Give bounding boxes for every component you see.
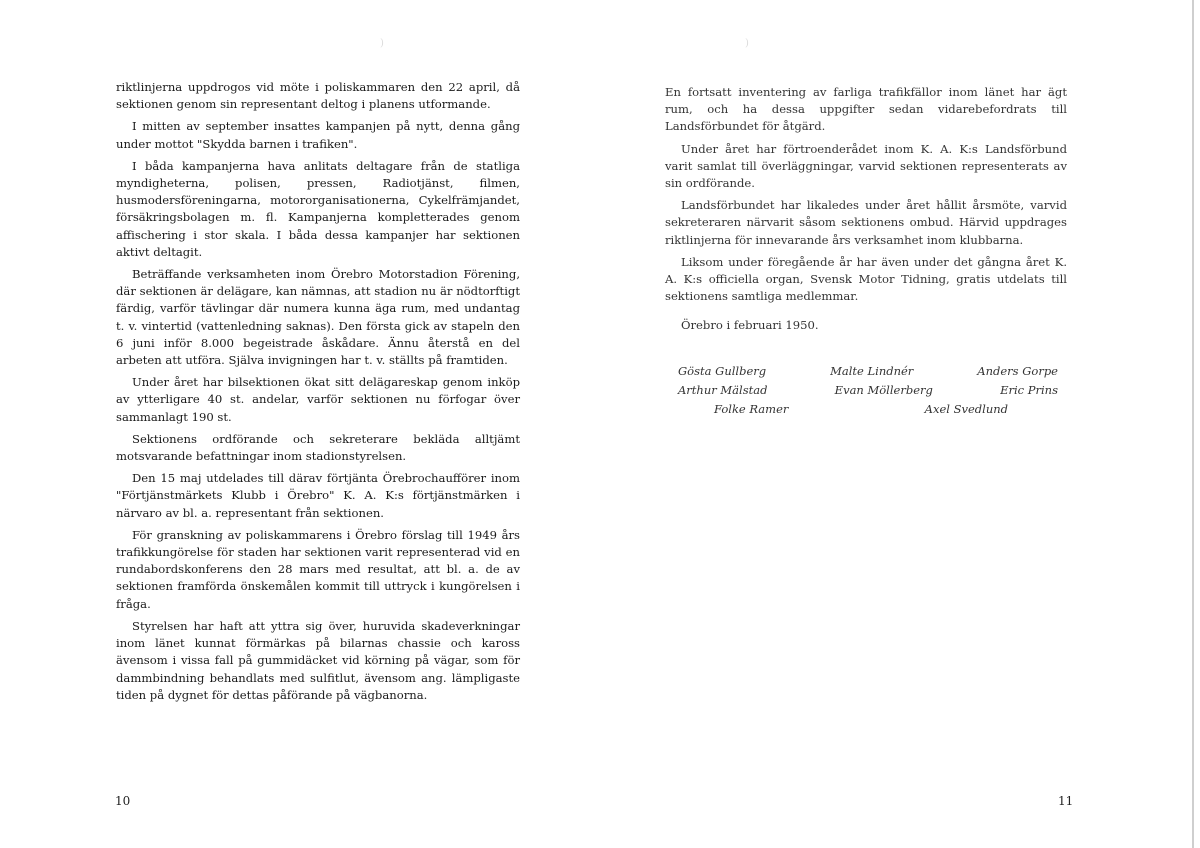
signature-name: Evan Möllerberg bbox=[834, 383, 933, 397]
paragraph: I båda kampanjerna hava anlitats deltagare från de statliga myndigheterna, polisen, pressen, Radiotjänst, filmen, husmodersföreningarna, motororganisationerna, Cykelfrämjandet, försäkringsbolagen m. fl. Kampanjerna kompletterades genom affischering i stor skala. I båda dessa kampanjer har sektionen aktivt deltagit. bbox=[116, 158, 520, 259]
paragraph: Styrelsen har haft att yttra sig över, huruvida skadeverkningar inom länet kunnat förmärkas på bilarnas chassie och kaross ävensom i vissa fall på gummidäcket vid körning på vägar, som för dammbindning behandlats med sulfitlut, ävensom ang. lämpligaste tiden på dygnet för dettas påförande på vägbanorna. bbox=[116, 618, 520, 702]
left-text-column bbox=[116, 79, 520, 709]
paragraph: Sektionens ordförande och sekreterare bekläda alltjämt motsvarande befattningar inom stadionstyrelsen. bbox=[116, 431, 520, 464]
signature-row bbox=[678, 362, 1058, 381]
paragraph: Den 15 maj utdelades till därav förtjänta Örebrochaufförer inom "Förtjänstmärkets Klubb i Örebro" K. A. K:s förtjänstmärken i närvaro av bl. a. representant från sektionen. bbox=[116, 471, 520, 520]
signature-name: Anders Gorpe bbox=[977, 364, 1058, 378]
paragraph: riktlinjerna uppdrogos vid möte i poliskammaren den 22 april, då sektionen genom sin representant deltog i planens utformande. bbox=[116, 80, 520, 112]
signature-row bbox=[678, 400, 1058, 419]
scan-mark: ) bbox=[745, 38, 749, 49]
right-page bbox=[600, 0, 1200, 848]
paragraph: En fortsatt inventering av farliga trafikfällor inom länet har ägt rum, och ha dessa uppgifter sedan vidarebefordrats till Landsförbundet för åtgärd. bbox=[665, 85, 1067, 134]
paragraph: I mitten av september insattes kampanjen på nytt, denna gång under mottot "Skydda barnen i trafiken". bbox=[116, 119, 520, 151]
signature-block bbox=[678, 362, 1058, 419]
page-edge bbox=[1192, 0, 1194, 848]
paragraph: För granskning av poliskammarens i Örebro förslag till 1949 års trafikkungörelse för staden har sektionen varit representerad vid en rundabordskonferens den 28 mars med resultat, att bl. a. de av sektionen framförda önskemålen kommit till uttryck i kungörelsen i fråga. bbox=[116, 527, 520, 611]
paragraph: Beträffande verksamheten inom Örebro Motorstadion Förening, där sektionen är delägare, kan nämnas, att stadion nu är nödtorftigt färdig, varför tävlingar där numera kunna äga rum, med undantag t. v. vintertid (vattenledning saknas). Den första gick av stapeln den 6 juni inför 8.000 begeistrade åskådare. Ännu återstå en del arbeten att utföra. Själva invigningen har t. v. ställts på framtiden. bbox=[116, 267, 520, 368]
paragraph: Under året har förtroenderådet inom K. A. K:s Landsförbund varit samlat till överläggningar, varvid sektionen representerats av sin ordförande. bbox=[665, 141, 1067, 191]
paragraph: Landsförbundet har likaledes under året hållit årsmöte, varvid sekreteraren närvarit såsom sektionens ombud. Härvid uppdrages riktlinjerna för innevarande års verksamhet inom klubbarna. bbox=[665, 198, 1067, 247]
right-text-column bbox=[665, 84, 1067, 340]
signature-name: Eric Prins bbox=[1000, 383, 1058, 397]
signature-name: Arthur Mälstad bbox=[678, 383, 768, 397]
page-number-left: 10 bbox=[115, 794, 131, 808]
signature-name: Axel Svedlund bbox=[924, 402, 1008, 416]
scan-mark: ) bbox=[380, 38, 384, 49]
signature-name: Malte Lindnér bbox=[830, 364, 914, 378]
signature-name: Gösta Gullberg bbox=[678, 364, 767, 378]
signature-name: Folke Ramer bbox=[714, 402, 789, 416]
page-number-right: 11 bbox=[1058, 794, 1074, 808]
paragraph: Under året har bilsektionen ökat sitt delägareskap genom inköp av ytterligare 40 st. andelar, varför sektionen nu förfogar över sammanlagt 190 st. bbox=[116, 375, 520, 424]
dateline: Örebro i februari 1950. bbox=[681, 318, 819, 333]
signature-row bbox=[678, 381, 1058, 400]
paragraph: Liksom under föregående år har även under det gångna året K. A. K:s officiella organ, Svensk Motor Tidning, gratis utdelats till sektionens samtliga medlemmar. bbox=[665, 254, 1067, 304]
